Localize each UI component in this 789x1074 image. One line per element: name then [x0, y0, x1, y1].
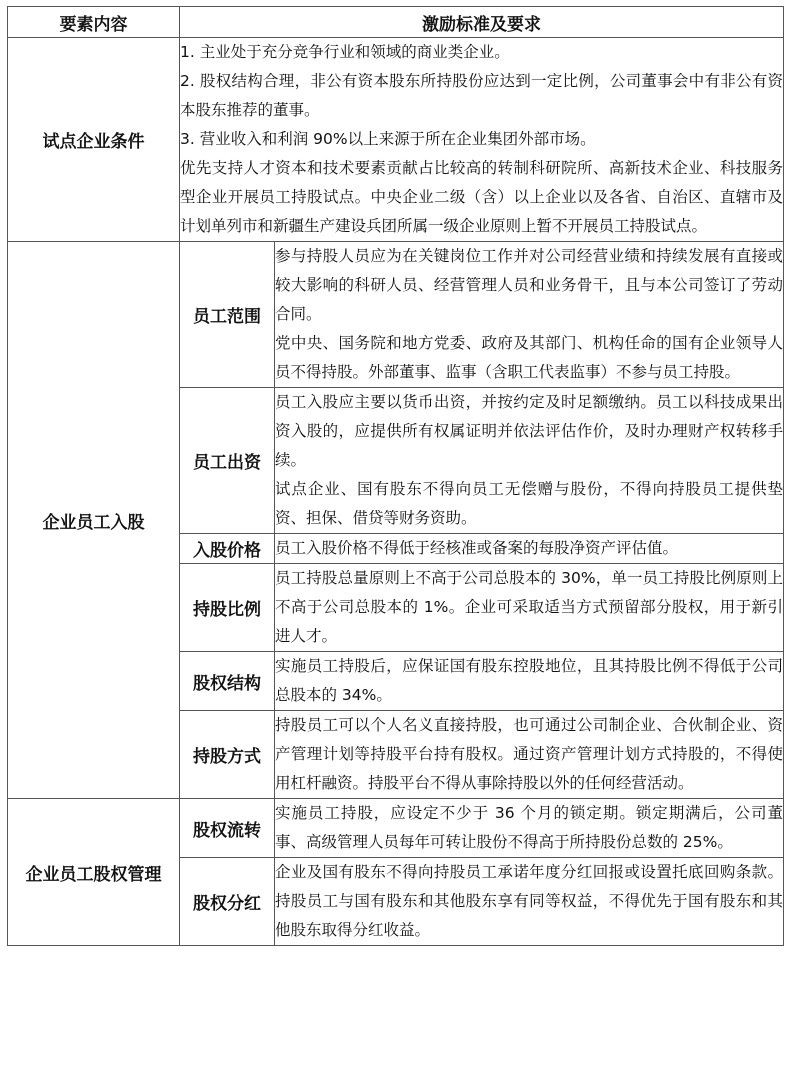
paragraph: 优先支持人才资本和技术要素贡献占比较高的转制科研院所、高新技术企业、科技服务型企业开展员工持股试点。中央企业二级（含）以上企业以及各省、自治区、直辖市及计划单列市和新疆生产建设兵团所属一级企业原则上暂不开展员工持股试点。	[180, 159, 783, 235]
paragraph: 2. 股权结构合理，非公有资本股东所持股份应达到一定比例，公司董事会中有非公有资本股东推荐的董事。	[180, 72, 783, 119]
dividends-text	[275, 858, 784, 946]
header-element-content: 要素内容	[8, 7, 180, 38]
subcategory-holding-method: 持股方式	[180, 711, 275, 799]
employee-contribution-text	[275, 388, 784, 534]
subcategory-equity-structure: 股权结构	[180, 652, 275, 711]
paragraph: 员工入股价格不得低于经核准或备案的每股净资产评估值。	[275, 539, 679, 557]
paragraph: 参与持股人员应为在关键岗位工作并对公司经营业绩和持续发展有直接或较大影响的科研人员、经营管理人员和业务骨干，且与本公司签订了劳动合同。	[275, 247, 783, 323]
paragraph: 党中央、国务院和地方党委、政府及其部门、机构任命的国有企业领导人员不得持股。外部董事、监事（含职工代表监事）不参与员工持股。	[275, 334, 783, 381]
header-incentive-standards: 激励标准及要求	[180, 7, 784, 38]
subcategory-holding-ratio: 持股比例	[180, 564, 275, 652]
paragraph: 持股员工可以个人名义直接持股，也可通过公司制企业、合伙制企业、资产管理计划等持股平台持有股权。通过资产管理计划方式持股的，不得使用杠杆融资。持股平台不得从事除持股以外的任何经营活动。	[275, 716, 783, 792]
subcategory-employee-contribution: 员工出资	[180, 388, 275, 534]
share-price-text	[275, 534, 784, 564]
employee-scope-text	[275, 242, 784, 388]
table-header-row	[8, 7, 784, 38]
holding-method-text	[275, 711, 784, 799]
category-equity-management: 企业员工股权管理	[8, 799, 180, 946]
paragraph: 实施员工持股后，应保证国有股东控股地位，且其持股比例不得低于公司总股本的 34%。	[275, 657, 783, 704]
pilot-conditions-text	[180, 38, 784, 242]
subcategory-employee-scope: 员工范围	[180, 242, 275, 388]
paragraph: 1. 主业处于充分竞争行业和领域的商业类企业。	[180, 43, 510, 61]
paragraph: 试点企业、国有股东不得向员工无偿赠与股份，不得向持股员工提供垫资、担保、借贷等财务资助。	[275, 480, 783, 527]
equity-transfer-text	[275, 799, 784, 858]
incentive-standards-table	[7, 6, 784, 946]
subcategory-share-price: 入股价格	[180, 534, 275, 564]
paragraph: 员工持股总量原则上不高于公司总股本的 30%，单一员工持股比例原则上不高于公司总股本的 1%。企业可采取适当方式预留部分股权，用于新引进人才。	[275, 569, 783, 645]
table-row-equity-transfer	[8, 799, 784, 858]
table-row-employee-scope	[8, 242, 784, 388]
subcategory-equity-transfer: 股权流转	[180, 799, 275, 858]
category-pilot-conditions: 试点企业条件	[8, 38, 180, 242]
paragraph: 员工入股应主要以货币出资，并按约定及时足额缴纳。员工以科技成果出资入股的，应提供所有权属证明并依法评估作价，及时办理财产权转移手续。	[275, 393, 783, 469]
holding-ratio-text	[275, 564, 784, 652]
table-row-pilot	[8, 38, 784, 242]
equity-structure-text	[275, 652, 784, 711]
paragraph: 实施员工持股，应设定不少于 36 个月的锁定期。锁定期满后，公司董事、高级管理人员每年可转让股份不得高于所持股份总数的 25%。	[275, 804, 783, 851]
paragraph: 企业及国有股东不得向持股员工承诺年度分红回报或设置托底回购条款。持股员工与国有股东和其他股东享有同等权益，不得优先于国有股东和其他股东取得分红收益。	[275, 863, 783, 939]
paragraph: 3. 营业收入和利润 90%以上来源于所在企业集团外部市场。	[180, 130, 596, 148]
category-employee-shareholding: 企业员工入股	[8, 242, 180, 799]
subcategory-dividends: 股权分红	[180, 858, 275, 946]
